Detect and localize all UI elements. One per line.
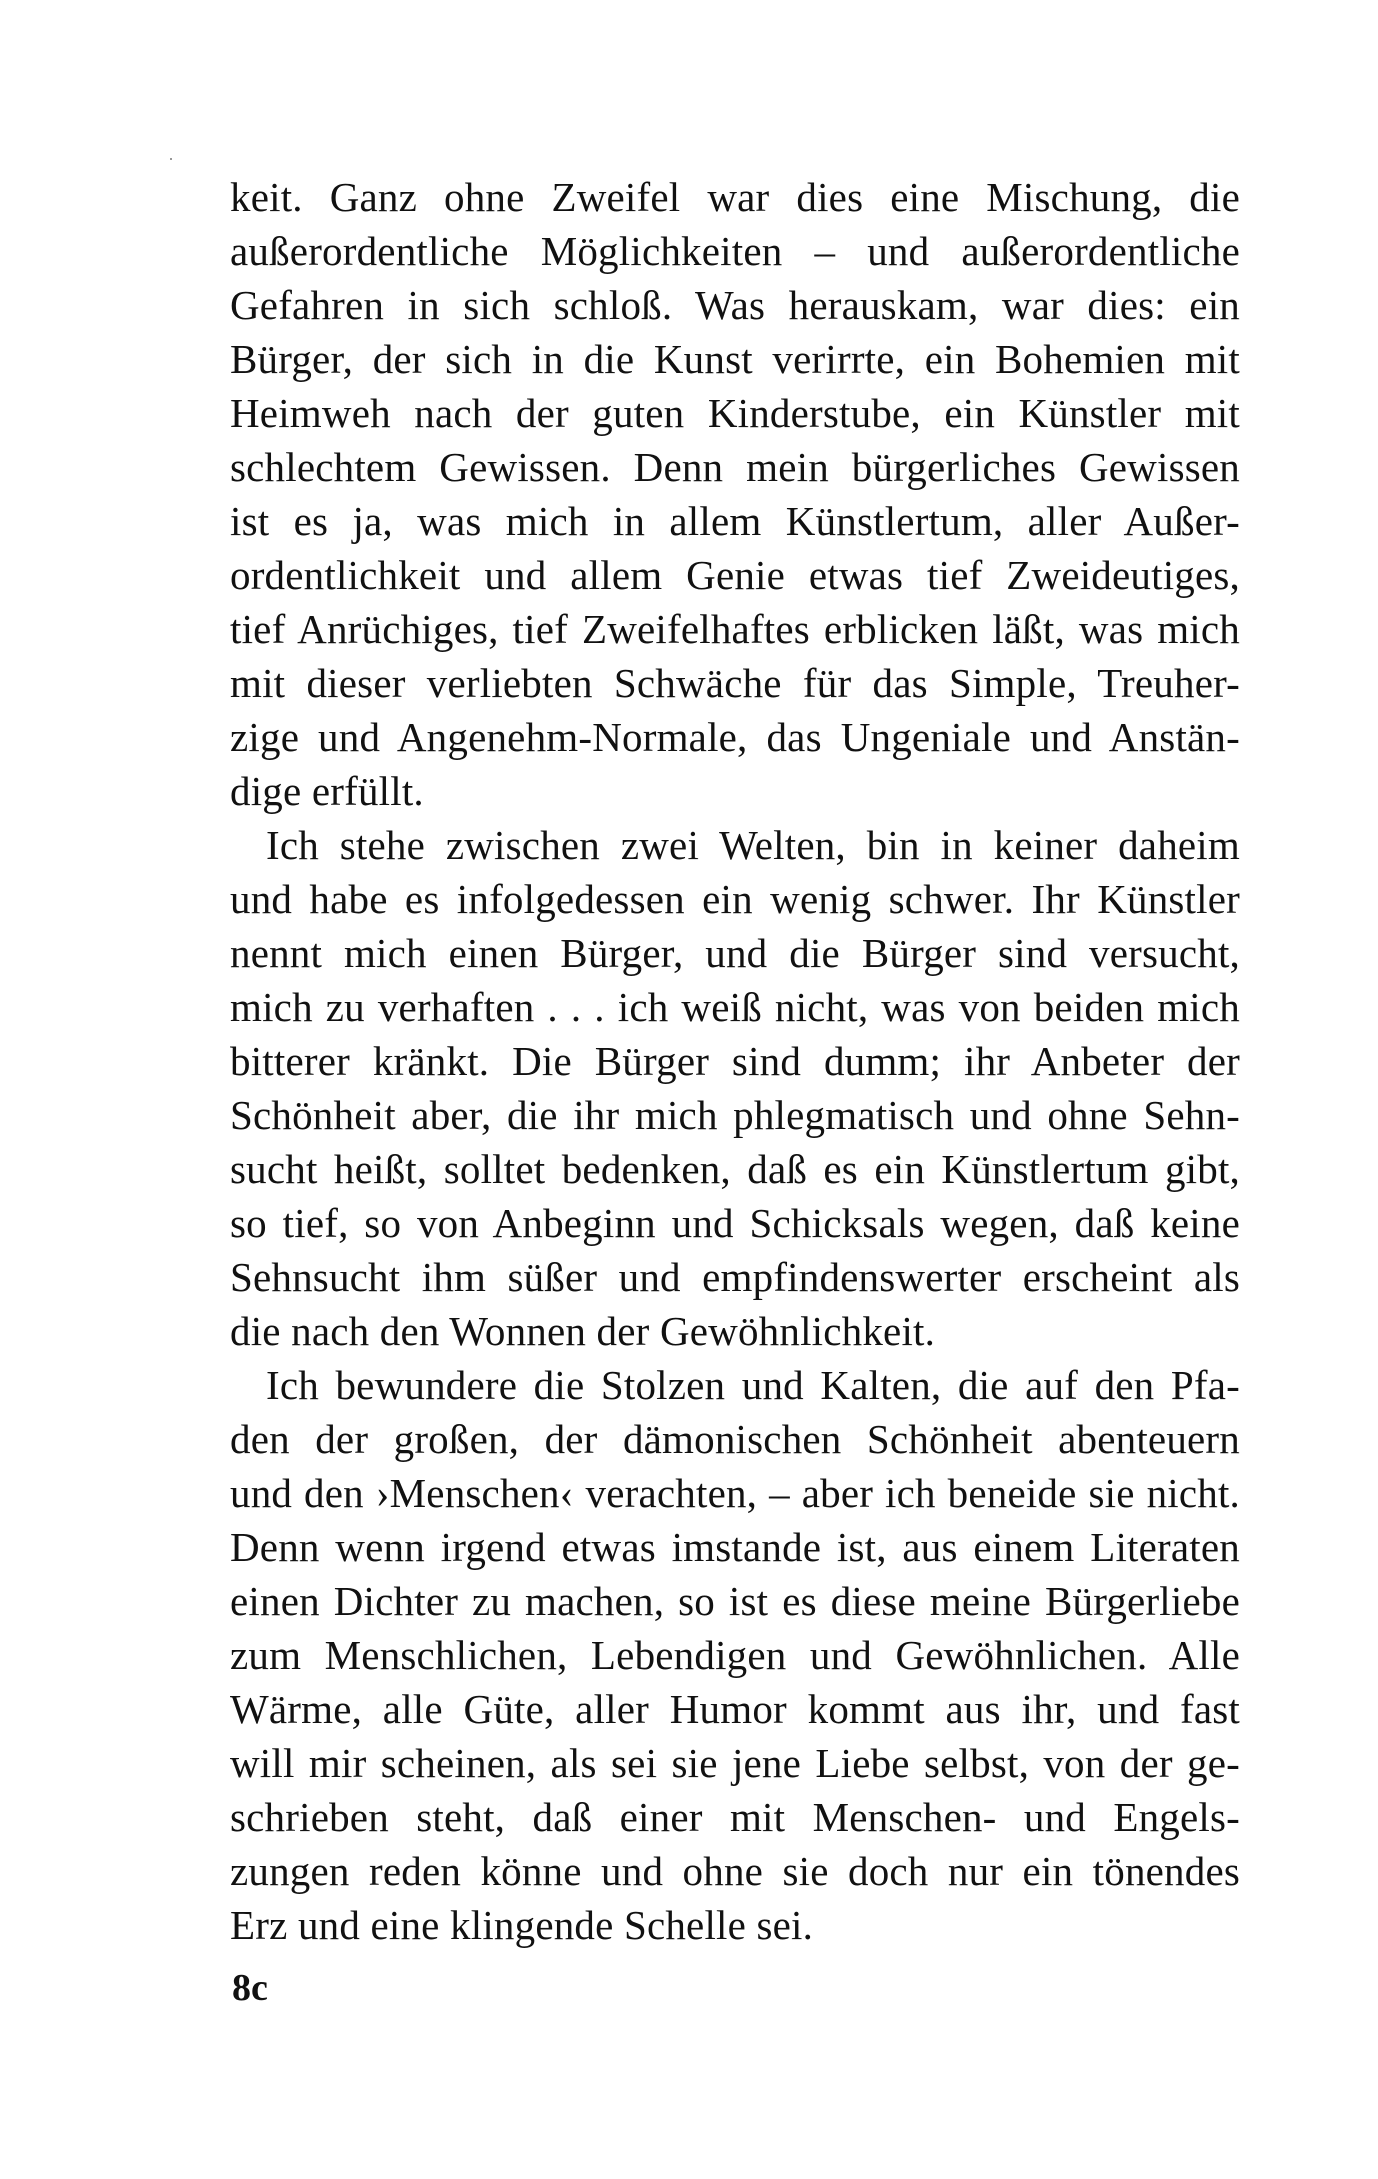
text-line: Bürger, der sich in die Kunst verirrte, ein Bohemien mit — [230, 336, 1240, 382]
text-line: schrieben steht, daß einer mit Menschen- und Engels- — [230, 1794, 1240, 1840]
paragraph — [230, 818, 1240, 1358]
scan-speck — [170, 158, 172, 160]
text-line: mit dieser verliebten Schwäche für das Simple, Treuher- — [230, 660, 1240, 706]
text-line: Heimweh nach der guten Kinderstube, ein Künstler mit — [230, 390, 1240, 436]
text-line: ordentlichkeit und allem Genie etwas tief Zweideutiges, — [230, 552, 1240, 598]
text-line: zungen reden könne und ohne sie doch nur ein tönendes — [230, 1848, 1240, 1894]
text-line: Ich stehe zwischen zwei Welten, bin in keiner daheim — [266, 822, 1240, 868]
text-line: Denn wenn irgend etwas imstande ist, aus einem Literaten — [230, 1524, 1240, 1570]
text-line: und den ›Menschen‹ verachten, – aber ich beneide sie nicht. — [230, 1470, 1240, 1516]
paragraph — [230, 1358, 1240, 1952]
text-line: die nach den Wonnen der Gewöhnlichkeit. — [230, 1308, 936, 1354]
text-line: einen Dichter zu machen, so ist es diese meine Bürgerliebe — [230, 1578, 1240, 1624]
text-line: bitterer kränkt. Die Bürger sind dumm; ihr Anbeter der — [230, 1038, 1240, 1084]
text-line: Ich bewundere die Stolzen und Kalten, die auf den Pfa- — [266, 1362, 1240, 1408]
text-line: mich zu verhaften . . . ich weiß nicht, was von beiden mich — [230, 984, 1240, 1030]
text-line: Sehnsucht ihm süßer und empfindenswerter erscheint als — [230, 1254, 1240, 1300]
text-line: zige und Angenehm-Normale, das Ungeniale und Anstän- — [230, 714, 1240, 760]
text-line: schlechtem Gewissen. Denn mein bürgerliches Gewissen — [230, 444, 1240, 490]
body-text — [230, 170, 1240, 1952]
text-line: tief Anrüchiges, tief Zweifelhaftes erblicken läßt, was mich — [230, 606, 1240, 652]
text-line: zum Menschlichen, Lebendigen und Gewöhnlichen. Alle — [230, 1632, 1240, 1678]
text-line: ist es ja, was mich in allem Künstlertum, aller Außer- — [230, 498, 1240, 544]
text-line: Erz und eine klingende Schelle sei. — [230, 1902, 814, 1948]
text-line: Gefahren in sich schloß. Was herauskam, war dies: ein — [230, 282, 1240, 328]
text-line: so tief, so von Anbeginn und Schicksals wegen, daß keine — [230, 1200, 1240, 1246]
text-line: keit. Ganz ohne Zweifel war dies eine Mischung, die — [230, 174, 1240, 220]
paragraph — [230, 170, 1240, 818]
text-line: und habe es infolgedessen ein wenig schwer. Ihr Künstler — [230, 876, 1240, 922]
text-line: Schönheit aber, die ihr mich phlegmatisch und ohne Sehn- — [230, 1092, 1240, 1138]
text-line: dige erfüllt. — [230, 768, 424, 814]
text-line: nennt mich einen Bürger, und die Bürger sind versucht, — [230, 930, 1240, 976]
text-line: den der großen, der dämonischen Schönheit abenteuern — [230, 1416, 1240, 1462]
page-number: 8c — [232, 1967, 268, 2009]
text-line: sucht heißt, solltet bedenken, daß es ein Künstlertum gibt, — [230, 1146, 1240, 1192]
text-line: Wärme, alle Güte, aller Humor kommt aus ihr, und fast — [230, 1686, 1240, 1732]
text-line: außerordentliche Möglichkeiten – und außerordentliche — [230, 228, 1240, 274]
text-line: will mir scheinen, als sei sie jene Liebe selbst, von der ge- — [230, 1740, 1240, 1786]
